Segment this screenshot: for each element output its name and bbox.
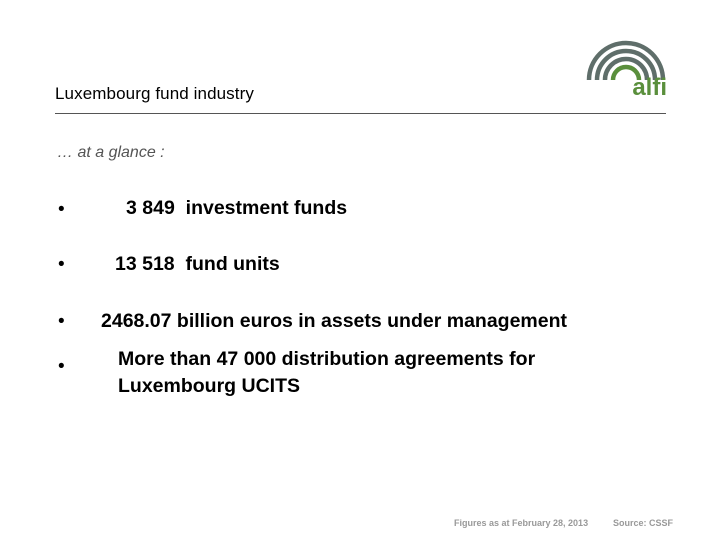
bullet-marker: • [58, 254, 65, 275]
slide-title: Luxembourg fund industry [55, 84, 254, 103]
alfi-logo [583, 28, 669, 102]
stat-investment-funds [126, 195, 347, 222]
logo-text: alfi [632, 74, 667, 101]
stat-number: 3 849 [126, 197, 175, 219]
stat-line-2: Luxembourg UCITS [118, 375, 301, 397]
stat-distribution-agreements [118, 346, 535, 400]
stat-assets-under-management [101, 308, 567, 335]
stat-label: fund units [185, 253, 280, 275]
bullet-marker: • [58, 199, 65, 220]
bullet-marker: • [58, 356, 65, 377]
stat-number: 13 518 [115, 253, 175, 275]
footer-date-note: Figures as at February 28, 2013 [454, 518, 589, 528]
stat-line-1: More than 47 000 distribution agreements for [118, 348, 536, 370]
bullet-marker: • [58, 311, 65, 332]
stat-label: investment funds [185, 197, 348, 219]
stat-label: billion euros in assets under management [176, 310, 568, 332]
stat-fund-units [115, 251, 280, 278]
header-divider [55, 113, 666, 114]
footer-source: Source: CSSF [613, 518, 674, 528]
stat-number: 2468.07 [101, 310, 172, 332]
subtitle: … at a glance : [57, 144, 165, 161]
